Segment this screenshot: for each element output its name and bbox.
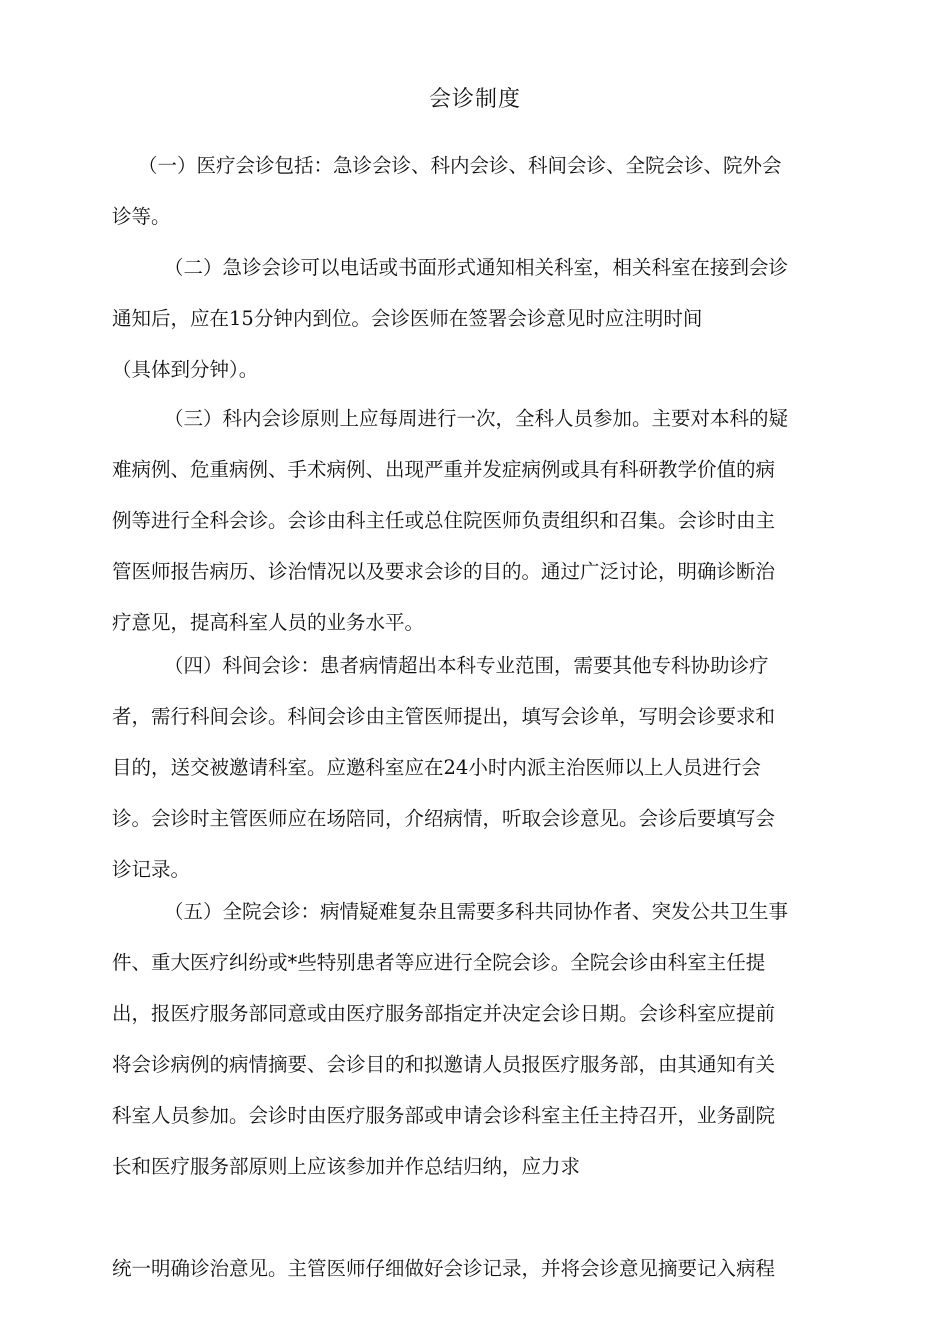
paragraph-5: [112, 886, 852, 1192]
paragraph-line: 诊等。: [112, 205, 171, 228]
paragraph-line: 通知后，应在15分钟内到位。会诊医师在签署会诊意见时应注明时间: [112, 307, 703, 330]
paragraph-line: 统一明确诊治意见。主管医师仔细做好会诊记录，并将会诊意见摘要记入病程: [112, 1257, 776, 1280]
paragraph-line: （具体到分钟）。: [112, 358, 259, 381]
paragraph-line: 将会诊病例的病情摘要、会诊目的和拟邀请人员报医疗服务部，由其通知有关: [112, 1053, 776, 1076]
paragraph-3: [112, 393, 852, 648]
paragraph-line: （四）科间会诊：患者病情超出本科专业范围，需要其他专科协助诊疗: [164, 654, 769, 677]
paragraph-line: 例等进行全科会诊。会诊由科主任或总住院医师负责组织和召集。会诊时由主: [112, 509, 776, 532]
paragraph-continuation: [112, 1243, 852, 1294]
paragraph-line: 者，需行科间会诊。科间会诊由主管医师提出，填写会诊单，写明会诊要求和: [112, 705, 776, 728]
paragraph-line: 难病例、危重病例、手术病例、出现严重并发症病例或具有科研教学价值的病: [112, 458, 776, 481]
document-title: 会诊制度: [428, 87, 521, 112]
paragraph-2: [112, 242, 852, 395]
paragraph-line: 件、重大医疗纠纷或*些特别患者等应进行全院会诊。全院会诊由科室主任提: [112, 951, 766, 974]
paragraph-line: 疗意见，提高科室人员的业务水平。: [112, 611, 425, 634]
paragraph-1: [112, 140, 852, 242]
paragraph-4: [112, 640, 852, 895]
paragraph-line: 诊。会诊时主管医师应在场陪同，介绍病情，听取会诊意见。会诊后要填写会: [112, 807, 776, 830]
paragraph-line: 诊记录。: [112, 858, 191, 881]
paragraph-line: （五）全院会诊：病情疑难复杂且需要多科共同协作者、突发公共卫生事: [164, 900, 789, 923]
paragraph-line: （一）医疗会诊包括：急诊会诊、科内会诊、科间会诊、全院会诊、院外会: [138, 154, 782, 177]
paragraph-line: 目的，送交被邀请科室。应邀科室应在24小时内派主治医师以上人员进行会: [112, 756, 761, 779]
paragraph-line: （三）科内会诊原则上应每周进行一次，全科人员参加。主要对本科的疑: [164, 407, 789, 430]
paragraph-line: （二）急诊会诊可以电话或书面形式通知相关科室，相关科室在接到会诊: [164, 256, 789, 279]
paragraph-line: 出，报医疗服务部同意或由医疗服务部指定并决定会诊日期。会诊科室应提前: [112, 1002, 776, 1025]
paragraph-line: 管医师报告病历、诊治情况以及要求会诊的目的。通过广泛讨论，明确诊断治: [112, 560, 776, 583]
paragraph-line: 长和医疗服务部原则上应该参加并作总结归纳，应力求: [112, 1155, 581, 1178]
paragraph-line: 科室人员参加。会诊时由医疗服务部或申请会诊科室主任主持召开，业务副院: [112, 1104, 776, 1127]
